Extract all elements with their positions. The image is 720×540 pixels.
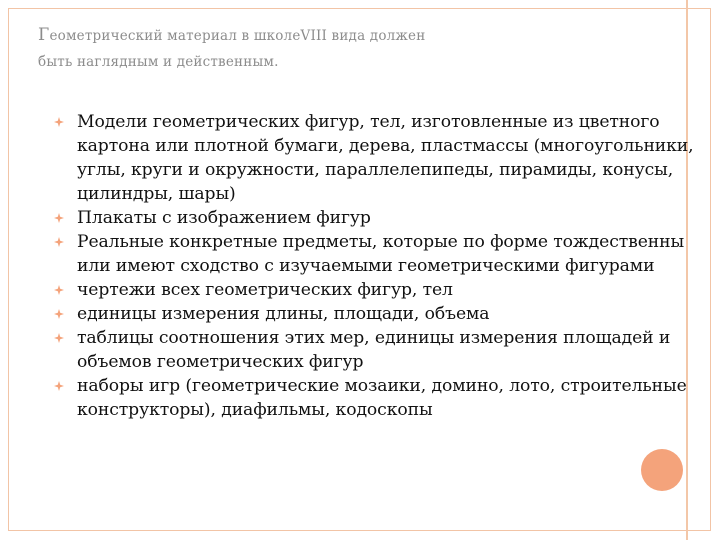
list-item-text: Модели геометрических фигур, тел, изготовленные из цветного картона или плотной бумаги, дерева, пластмассы (многоугольники, углы, круги и окружности, параллелепипеды, пирамиды, конусы, цилиндры, шары) <box>77 112 694 204</box>
list-item <box>54 206 694 230</box>
star-bullet-icon <box>54 237 64 247</box>
list-item-text: Реальные конкретные предметы, которые по форме тождественны или имеют сходство с изучаемыми геометрическими фигурами <box>77 232 685 276</box>
list-item <box>54 278 694 302</box>
title-capital-letter: Г <box>38 25 50 45</box>
list-item-text: единицы измерения длины, площади, объема <box>77 304 490 324</box>
list-item <box>54 302 694 326</box>
list-item-text: наборы игр (геометрические мозаики, домино, лото, строительные конструкторы), диафильмы, кодоскопы <box>77 376 687 420</box>
star-bullet-icon <box>54 309 64 319</box>
decorative-circle <box>641 449 683 491</box>
star-bullet-icon <box>54 117 64 127</box>
list-item-text: Плакаты с изображением фигур <box>77 208 371 228</box>
title-line-2: быть наглядным и действенным. <box>38 54 279 70</box>
star-bullet-icon <box>54 213 64 223</box>
list-item-text: чертежи всех геометрических фигур, тел <box>77 280 453 300</box>
title-line-1: еометрический материал в школеVIII вида должен <box>49 28 426 44</box>
slide-title <box>38 22 638 75</box>
list-item <box>54 374 694 422</box>
bullet-list <box>54 110 694 422</box>
list-item <box>54 230 694 278</box>
star-bullet-icon <box>54 333 64 343</box>
list-item <box>54 326 694 374</box>
star-bullet-icon <box>54 381 64 391</box>
list-item <box>54 110 694 206</box>
star-bullet-icon <box>54 285 64 295</box>
list-item-text: таблицы соотношения этих мер, единицы измерения площадей и объемов геометрических фигур <box>77 328 671 372</box>
